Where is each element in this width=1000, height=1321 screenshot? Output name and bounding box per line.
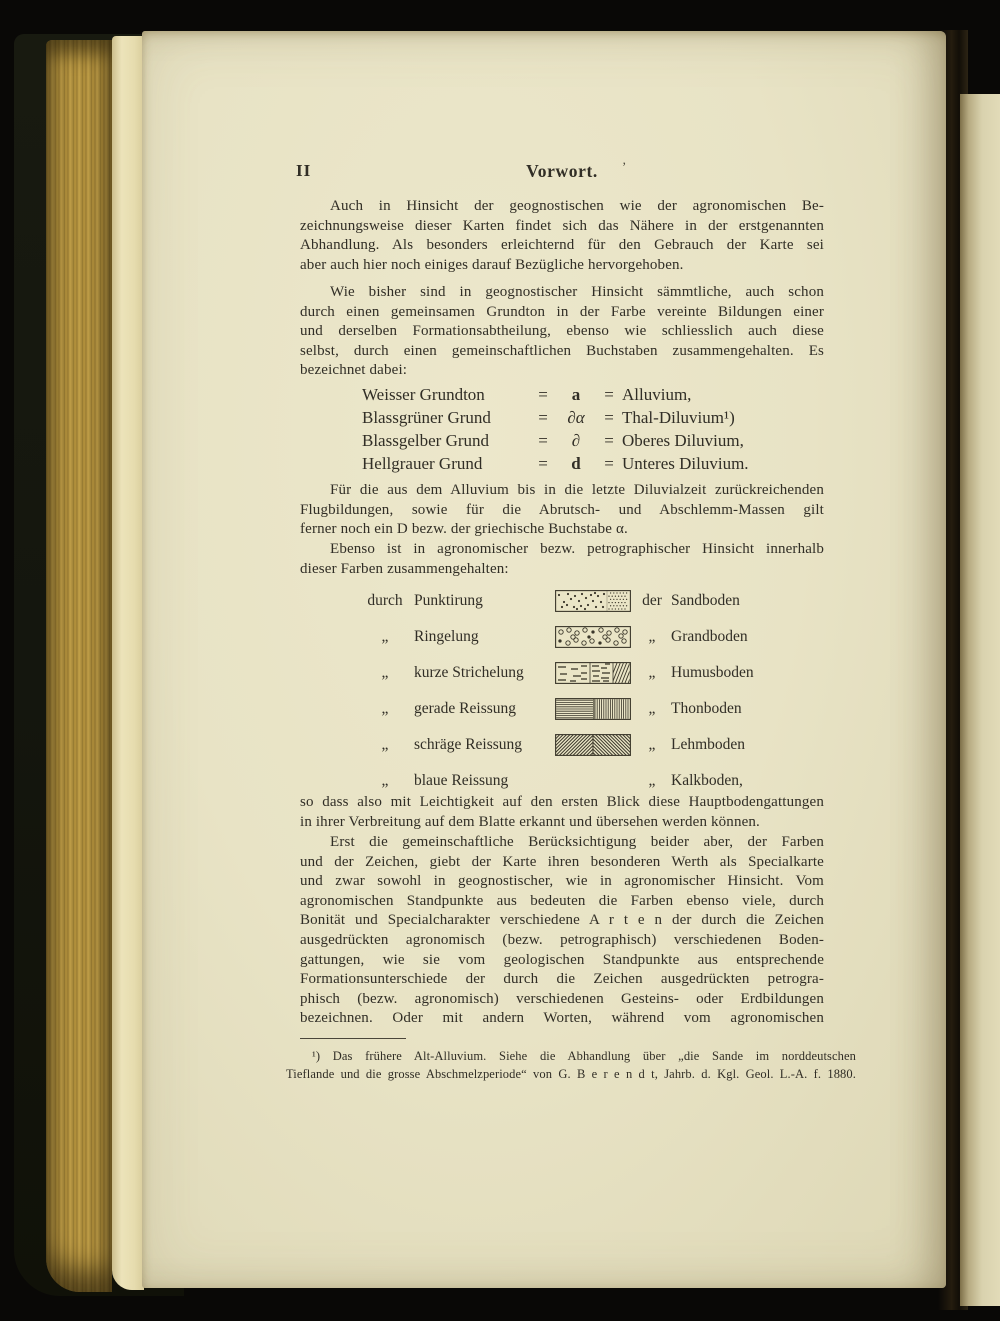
soil-type-name: Grandboden bbox=[671, 628, 748, 645]
text-line: und zwar sowohl in geognostischer, wie in agronomischer Hinsicht. Vom bbox=[300, 873, 824, 890]
paragraph-4 bbox=[300, 540, 824, 579]
pattern-term: Punktirung bbox=[414, 592, 483, 609]
soil-pattern-legend bbox=[362, 583, 824, 799]
equals-sign: = bbox=[538, 454, 548, 473]
legend-conjunction: „ bbox=[648, 664, 656, 681]
equals-sign: = bbox=[538, 408, 548, 427]
text-line: ausgedrückten agronomisch (bezw. petrographisch) verschiedenen Boden- bbox=[300, 931, 824, 948]
text-line: Für die aus dem Alluvium bis in die letzte Diluvialzeit zurückreichenden bbox=[330, 482, 824, 498]
legend-lead-word: „ bbox=[381, 700, 389, 717]
text-line: ferner noch ein D bezw. der griechische Buchstabe α. bbox=[300, 521, 628, 538]
legend-conjunction: „ bbox=[648, 700, 656, 717]
formation-symbol: ∂α bbox=[567, 408, 585, 427]
text-line: Auch in Hinsicht der geognostischen wie der agronomischen Be- bbox=[330, 198, 824, 214]
text-line: Ebenso ist in agronomischer bezw. petrographischer Hinsicht innerhalb bbox=[330, 541, 824, 557]
legend-lead-word: „ bbox=[381, 628, 389, 645]
book-page bbox=[142, 31, 946, 1288]
formation-name: Oberes Diluvium, bbox=[622, 431, 744, 450]
pattern-swatch-punktirung bbox=[555, 590, 631, 612]
legend-lead-word: durch bbox=[367, 592, 403, 609]
color-code-row bbox=[362, 385, 792, 408]
text-line: gattungen, wie sie vom geologischen Standpunkte aus entsprechende bbox=[300, 951, 824, 968]
legend-row bbox=[362, 583, 824, 619]
text-line: zeichnungsweise dieser Karten findet sich das Nähere in der erstgenannten bbox=[300, 217, 824, 234]
text-line: bezeichnet dabei: bbox=[300, 362, 408, 379]
legend-conjunction: „ bbox=[648, 772, 656, 789]
color-code-row bbox=[362, 431, 792, 454]
legend-row bbox=[362, 655, 824, 691]
legend-row bbox=[362, 727, 824, 763]
legend-row bbox=[362, 619, 824, 655]
text-line: in ihrer Verbreitung auf dem Blatte erkannt und übersehen werden können. bbox=[300, 813, 760, 830]
paragraph-6 bbox=[300, 833, 824, 1029]
paragraph-5 bbox=[300, 793, 824, 832]
equals-sign: = bbox=[604, 385, 614, 404]
text-line: agronomischen Standpunkte aus bedeuten die Farben ebenso viele, durch bbox=[300, 892, 824, 909]
text-line: Formationsunterschiede der durch die Zeichen ausgedrückten petrogra- bbox=[300, 971, 824, 988]
underlying-page-edge bbox=[112, 36, 144, 1290]
text-line: so dass also mit Leichtigkeit auf den ersten Blick diese Hauptbodengattungen bbox=[300, 794, 824, 810]
color-code-row bbox=[362, 454, 792, 477]
formation-name: Unteres Diluvium. bbox=[622, 454, 749, 473]
text-line: aber auch hier noch einiges darauf Bezügliche hervorgehoben. bbox=[300, 256, 684, 273]
pattern-term: gerade Reissung bbox=[414, 700, 517, 717]
formation-name: Alluvium, bbox=[622, 385, 692, 404]
page-stack-fore-edge bbox=[46, 40, 112, 1292]
soil-type-name: Lehmboden bbox=[671, 736, 746, 753]
legend-conjunction: „ bbox=[648, 736, 656, 753]
text-line: Wie bisher sind in geognostischer Hinsicht sämmtliche, auch schon bbox=[330, 284, 824, 300]
soil-type-name: Thonboden bbox=[671, 700, 742, 717]
text-line: phisch (bezw. agronomisch) verschiedenen Gesteins- oder Erdbildungen bbox=[300, 990, 824, 1007]
text-line: und der Zeichen, giebt der Karte ihren besonderen Werth als Specialkarte bbox=[300, 853, 824, 870]
legend-conjunction: „ bbox=[648, 628, 656, 645]
page-content bbox=[286, 159, 856, 1121]
equals-sign: = bbox=[538, 385, 548, 404]
legend-lead-word: „ bbox=[381, 736, 389, 753]
color-code-list bbox=[362, 385, 792, 477]
color-code-row bbox=[362, 408, 792, 431]
ground-color-name: Weisser Grundton bbox=[362, 385, 485, 404]
pattern-swatch-gerade-reissung bbox=[555, 698, 631, 720]
text-line: Abhandlung. Als besonders erleichternd für den Gebrauch der Karte sei bbox=[300, 237, 824, 254]
legend-conjunction: der bbox=[642, 592, 662, 609]
text-line: Flugbildungen, sowie für die Abrutsch- und Abschlemm-Massen gilt bbox=[300, 501, 824, 518]
formation-symbol: ∂ bbox=[571, 431, 581, 450]
pattern-swatch-schraege-reissung bbox=[555, 734, 631, 756]
formation-name: Thal-Diluvium¹) bbox=[622, 408, 735, 427]
formation-symbol: d bbox=[571, 454, 581, 473]
legend-row bbox=[362, 691, 824, 727]
text-line: und derselben Formationsabtheilung, ebenso wie schliesslich auch diese bbox=[300, 323, 824, 340]
page-number: II bbox=[296, 161, 312, 180]
ground-color-name: Blassgelber Grund bbox=[362, 431, 490, 450]
formation-symbol: a bbox=[571, 385, 581, 404]
pattern-term: blaue Reissung bbox=[414, 772, 509, 789]
stray-ink-mark: ’ bbox=[622, 159, 627, 174]
soil-type-name: Sandboden bbox=[671, 592, 740, 609]
text-line: bezeichnen. Oder mit andern Worten, während vom agronomischen bbox=[300, 1010, 824, 1027]
paragraph-1 bbox=[300, 197, 824, 275]
soil-type-name: Kalkboden, bbox=[671, 772, 743, 789]
page-title: Vorwort. bbox=[526, 161, 598, 181]
text-line: ¹) Das frühere Alt-Alluvium. Siehe die Abhandlung über „die Sande im norddeutschen bbox=[312, 1049, 856, 1063]
pattern-swatch-ringelung bbox=[555, 626, 631, 648]
text-line: Erst die gemeinschaftliche Berücksichtigung beider aber, der Farben bbox=[330, 834, 824, 850]
ground-color-name: Hellgrauer Grund bbox=[362, 454, 483, 473]
paragraph-3 bbox=[300, 481, 824, 540]
legend-lead-word: „ bbox=[381, 664, 389, 681]
soil-type-name: Humusboden bbox=[671, 664, 754, 681]
text-line: Bonität und Specialcharakter verschiedene A r t e n der durch die Zeichen bbox=[300, 912, 824, 929]
paragraph-2 bbox=[300, 283, 824, 381]
pattern-term: Ringelung bbox=[414, 628, 479, 645]
pattern-term: schräge Reissung bbox=[414, 736, 523, 753]
no-swatch bbox=[555, 770, 631, 792]
pattern-swatch-kurze-strichelung bbox=[555, 662, 631, 684]
text-line: durch einen gemeinsamen Grundton in der Farbe vereinte Bildungen einer bbox=[300, 303, 824, 320]
facing-page-sliver bbox=[960, 94, 1000, 1306]
equals-sign: = bbox=[604, 408, 614, 427]
equals-sign: = bbox=[604, 454, 614, 473]
equals-sign: = bbox=[538, 431, 548, 450]
footnote-rule bbox=[300, 1038, 406, 1039]
equals-sign: = bbox=[604, 431, 614, 450]
legend-lead-word: „ bbox=[381, 772, 389, 789]
page-header bbox=[296, 159, 824, 183]
text-line: dieser Farben zusammengehalten: bbox=[300, 560, 509, 577]
ground-color-name: Blassgrüner Grund bbox=[362, 408, 491, 427]
footnote bbox=[286, 1048, 856, 1083]
pattern-term: kurze Strichelung bbox=[414, 664, 524, 681]
text-line: selbst, durch einen gemeinschaftlichen Buchstaben zusammengehalten. Es bbox=[300, 342, 824, 359]
text-line: Tieflande und die grosse Abschmelzperiode“ von G. B e r e n d t, Jahrb. d. Kgl. Geol. L.-A. f. 1880. bbox=[286, 1066, 856, 1081]
